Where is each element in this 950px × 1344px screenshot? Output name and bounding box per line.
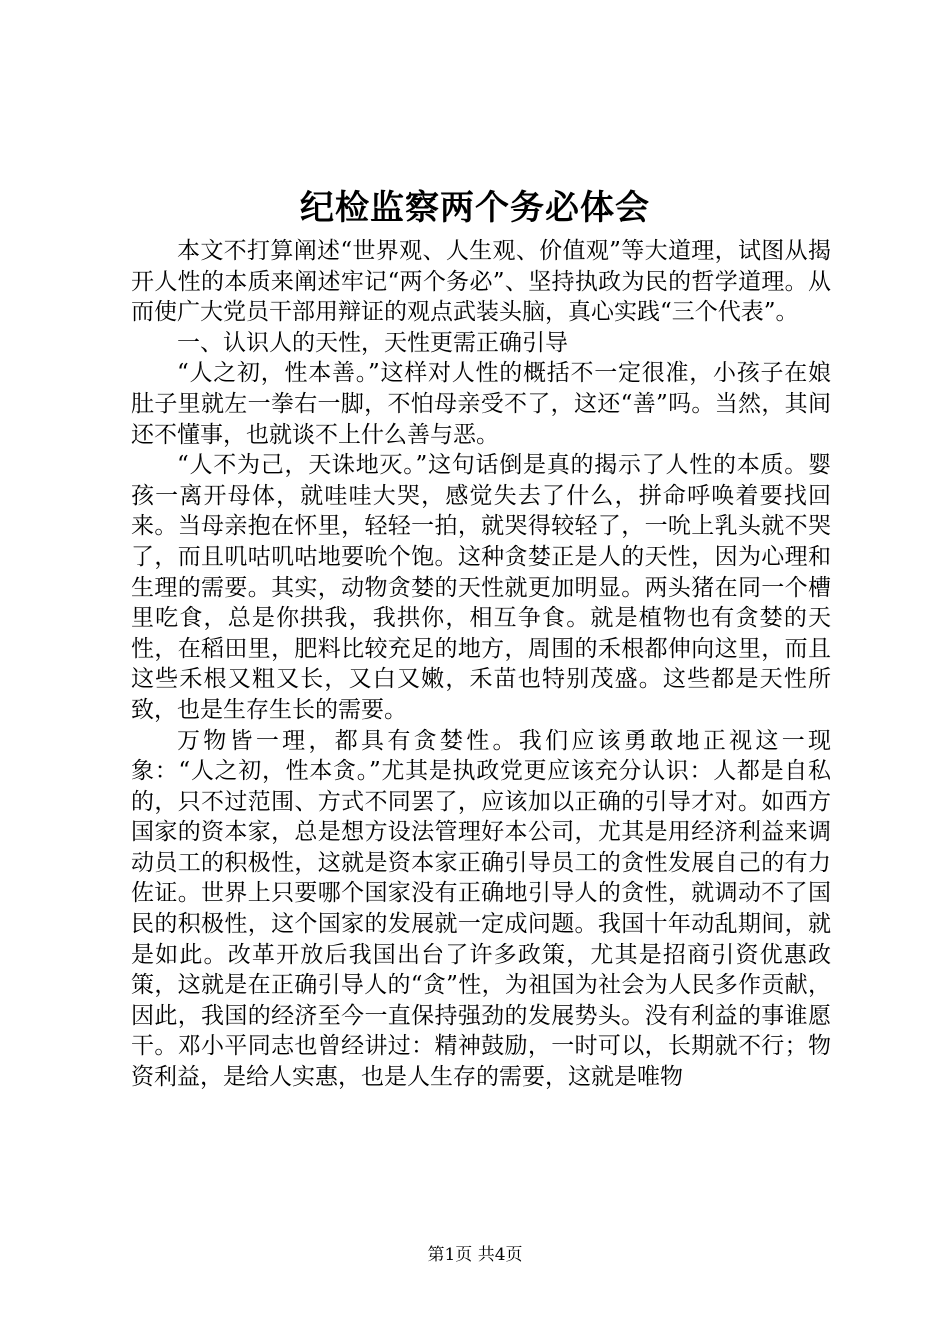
- document-body: [131, 236, 831, 1093]
- paragraph: 万物皆一理，都具有贪婪性。我们应该勇敢地正视这一现象：“人之初，性本贪。”尤其是执政党更应该充分认识：人都是自私的，只不过范围、方式不同罢了，应该加以正确的引导才对。如西方国家的资本家，总是想方设法管理好本公司，尤其是用经济利益来调动员工的积极性，这就是资本家正确引导员工的贪性发展自己的有力佐证。世界上只要哪个国家没有正确地引导人的贪性，就调动不了国民的积极性，这个国家的发展就一定成问题。我国十年动乱期间，就是如此。改革开放后我国出台了许多政策，尤其是招商引资优惠政策，这就是在正确引导人的“贪”性，为祖国为社会为人民多作贡献，因此，我国的经济至今一直保持强劲的发展势头。没有利益的事谁愿干。邓小平同志也曾经讲过：精神鼓励，一时可以，长期就不行；物资利益，是给人实惠，也是人生存的需要，这就是唯物: [131, 727, 831, 1091]
- paragraph: “人不为己，天诛地灭。”这句话倒是真的揭示了人性的本质。婴孩一离开母体，就哇哇大哭，感觉失去了什么，拼命呼唤着要找回来。当母亲抱在怀里，轻轻一拍，就哭得较轻了，一吮上乳头就不哭了，而且叽咕叽咕地要吮个饱。这种贪婪正是人的天性，因为心理和生理的需要。其实，动物贪婪的天性就更加明显。两头猪在同一个槽里吃食，总是你拱我，我拱你，相互争食。就是植物也有贪婪的天性，在稻田里，肥料比较充足的地方，周围的禾根都伸向这里，而且这些禾根又粗又长，又白又嫩，禾苗也特别茂盛。这些都是天性所致，也是生存生长的需要。: [131, 452, 831, 723]
- paragraph-intro: 本文不打算阐述“世界观、人生观、价值观”等大道理，试图从揭开人性的本质来阐述牢记“两个务必”、坚持执政为民的哲学道理。从而使广大党员干部用辩证的观点武装头脑，真心实践“三个代表”。: [131, 238, 831, 326]
- page-number-footer: 第1页 共4页: [427, 1245, 523, 1265]
- section-heading: 一、认识人的天性，天性更需正确引导: [177, 329, 568, 356]
- page-title: 纪检监察两个务必体会: [300, 188, 650, 228]
- paragraph: “人之初，性本善。”这样对人性的概括不一定很准，小孩子在娘肚子里就左一拳右一脚，不怕母亲受不了，这还“善”吗。当然，其间还不懂事，也就谈不上什么善与恶。: [131, 360, 831, 448]
